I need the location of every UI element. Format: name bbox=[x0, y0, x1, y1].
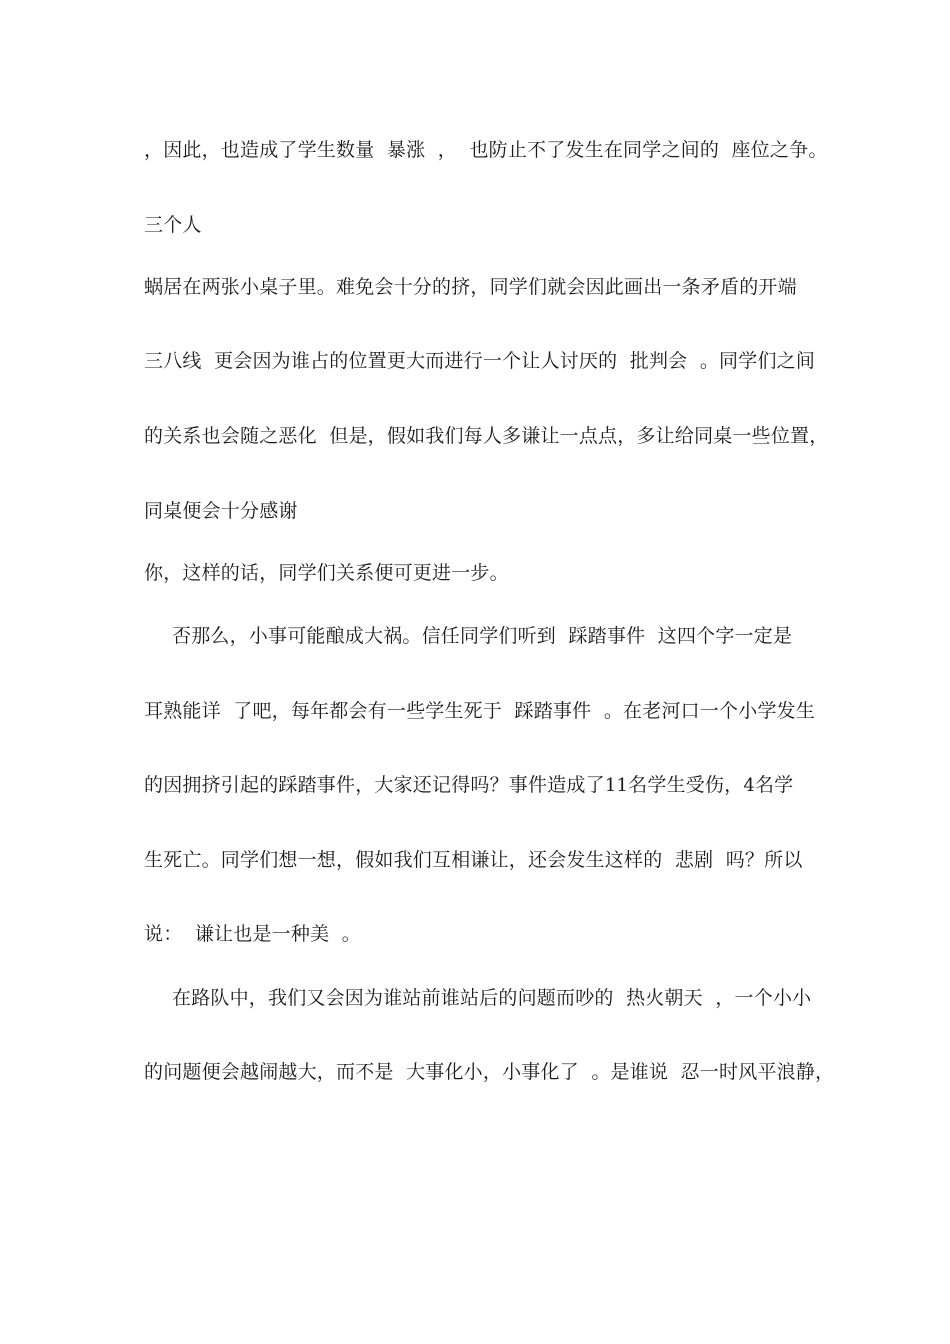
text-span: 名学生受伤， bbox=[628, 774, 744, 796]
text-line: 的问题便会越闹越大，而不是 大事化小，小事化了 。是谁说 忍一时风平浪静， bbox=[144, 1061, 835, 1083]
paragraph-start-line: 在路队中，我们又会因为谁站前谁站后的问题而吵的 热火朝天 ，一个小小 bbox=[172, 987, 812, 1009]
text-span: 的因拥挤引起的踩踏事件，大家还记得吗？事件造成了 bbox=[144, 774, 605, 796]
number-injured: 11 bbox=[604, 775, 629, 796]
number-dead: 4 bbox=[743, 775, 755, 796]
text-line: 你，这样的话，同学们关系便可更进一步。 bbox=[144, 562, 509, 584]
text-line: 说： 谦让也是一种美 。 bbox=[144, 923, 361, 945]
text-line: 耳熟能详 了吧，每年都会有一些学生死于 踩踏事件 。在老河口一个小学发生 bbox=[144, 700, 816, 722]
text-line bbox=[144, 773, 793, 798]
text-line: 蜗居在两张小桌子里。难免会十分的挤，同学们就会因此画出一条矛盾的开端 bbox=[144, 276, 797, 298]
text-line: 三八线 更会因为谁占的位置更大而进行一个让人讨厌的 批判会 。同学们之间 bbox=[144, 350, 816, 372]
paragraph-start-line: 否那么，小事可能酿成大祸。信任同学们听到 踩踏事件 这四个字一定是 bbox=[172, 625, 793, 647]
text-line: ，因此，也造成了学生数量 暴涨 ， 也防止不了发生在同学之间的 座位之争。 bbox=[144, 139, 828, 161]
text-line: 三个人 bbox=[144, 214, 202, 236]
text-line: 的关系也会随之恶化 但是，假如我们每人多谦让一点点，多让给同桌一些位置， bbox=[144, 425, 829, 447]
text-line: 同桌便会十分感谢 bbox=[144, 500, 298, 522]
text-line: 生死亡。同学们想一想，假如我们互相谦让，还会发生这样的 悲剧 吗？所以 bbox=[144, 849, 803, 871]
text-span: 名学 bbox=[754, 774, 794, 796]
